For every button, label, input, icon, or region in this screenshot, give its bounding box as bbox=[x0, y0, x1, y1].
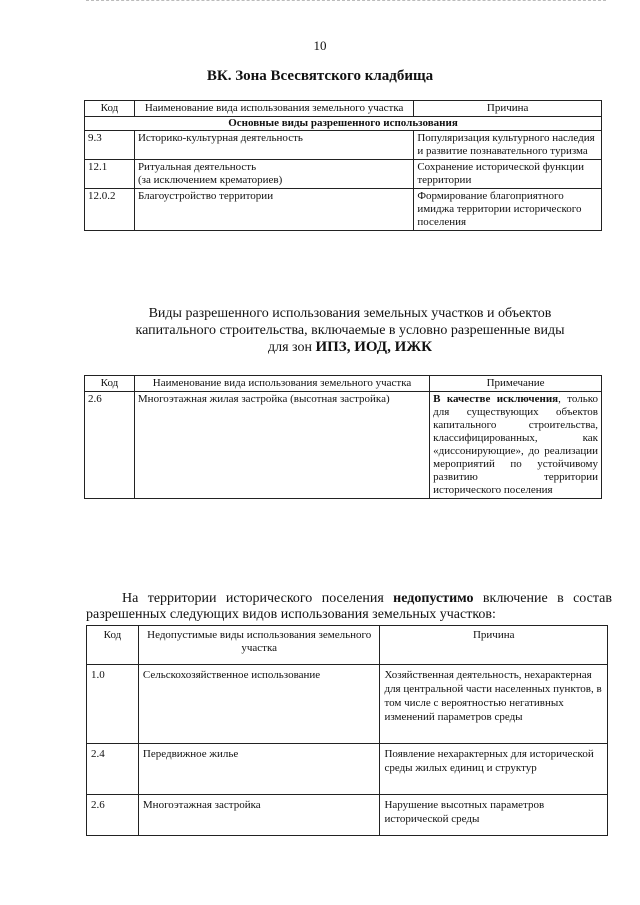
row-name: Передвижное жилье bbox=[138, 744, 380, 795]
row-code: 12.1 bbox=[85, 160, 135, 189]
row-reason: Формирование благоприятного имиджа территории исторического поселения bbox=[414, 189, 602, 231]
row-name-line2: (за исключением крематориев) bbox=[137, 174, 283, 186]
table-row bbox=[85, 160, 602, 189]
scan-top-edge bbox=[86, 0, 606, 3]
prohibited-uses-table bbox=[86, 625, 608, 836]
zones-list: ИПЗ, ИОД, ИЖК bbox=[315, 339, 433, 355]
paragraph-prefix: На территории исторического поселения bbox=[122, 591, 394, 606]
conditional-uses-table bbox=[84, 375, 602, 499]
paragraph-bold: недопустимо bbox=[393, 591, 474, 606]
row-reason: Популяризация культурного наследия и развитие познавательного туризма bbox=[414, 131, 602, 160]
row-code: 12.0.2 bbox=[85, 189, 135, 231]
row-code: 1.0 bbox=[87, 665, 139, 744]
row-name-line1: Ритуальная деятельность bbox=[137, 161, 257, 173]
note-text: , только для существующих объектов капитального строительства, классифицированных, как «диссонирующие», до реализации мероприятий по устойчивому развитию территории исторического поселения bbox=[433, 393, 598, 496]
header-name: Наименование вида использования земельного участка bbox=[134, 101, 413, 117]
page-number: 10 bbox=[313, 38, 327, 53]
row-reason: Появление нехарактерных для исторической среды жилых единиц и структур bbox=[380, 744, 608, 795]
header-code: Код bbox=[85, 376, 135, 392]
conditional-heading-line3 bbox=[100, 339, 600, 356]
table-row bbox=[87, 795, 608, 836]
table-header-row bbox=[87, 626, 608, 665]
row-reason: Хозяйственная деятельность, нехарактерная для центральной части населенных пунктов, в том числе с вероятностью негативных изменений параметров среды bbox=[380, 665, 608, 744]
row-name: Сельскохозяйственное использование bbox=[138, 665, 380, 744]
conditional-heading-prefix: для зон bbox=[267, 340, 316, 355]
table-row bbox=[85, 131, 602, 160]
zone-title: ВК. Зона Всесвятского кладбища bbox=[206, 68, 434, 84]
table-row bbox=[85, 189, 602, 231]
table-subheading-row bbox=[85, 117, 602, 131]
row-reason: Сохранение исторической функции территории bbox=[414, 160, 602, 189]
row-code: 9.3 bbox=[85, 131, 135, 160]
conditional-heading-line2: капитального строительства, включаемые в условно разрешенные виды bbox=[135, 323, 565, 338]
conditional-uses-heading bbox=[100, 305, 600, 356]
header-reason: Причина bbox=[414, 101, 602, 117]
row-code: 2.4 bbox=[87, 744, 139, 795]
header-note: Примечание bbox=[430, 376, 602, 392]
row-name: Благоустройство территории bbox=[134, 189, 413, 231]
header-name: Наименование вида использования земельного участка bbox=[134, 376, 429, 392]
note-exception: В качестве исключения bbox=[433, 393, 559, 405]
header-code: Код bbox=[87, 626, 139, 665]
header-reason: Причина bbox=[380, 626, 608, 665]
header-code: Код bbox=[85, 101, 135, 117]
subheading-main-uses: Основные виды разрешенного использования bbox=[85, 117, 602, 131]
row-reason: Нарушение высотных параметров исторической среды bbox=[380, 795, 608, 836]
paragraph-suffix: включение в состав разрешенных следующих видов использования земельных участков: bbox=[86, 591, 612, 622]
table-header-row bbox=[85, 101, 602, 117]
prohibited-intro-paragraph bbox=[86, 591, 612, 623]
table-row bbox=[87, 744, 608, 795]
table-header-row bbox=[85, 376, 602, 392]
row-name: Многоэтажная застройка bbox=[138, 795, 380, 836]
conditional-heading-line1: Виды разрешенного использования земельных участков и объектов bbox=[148, 306, 552, 321]
table-row bbox=[87, 665, 608, 744]
row-code: 2.6 bbox=[85, 392, 135, 499]
row-name: Историко-культурная деятельность bbox=[134, 131, 413, 160]
header-name: Недопустимые виды использования земельного участка bbox=[138, 626, 380, 665]
row-note bbox=[430, 392, 602, 499]
table-row bbox=[85, 392, 602, 499]
main-uses-table bbox=[84, 100, 602, 231]
row-code: 2.6 bbox=[87, 795, 139, 836]
row-name: Многоэтажная жилая застройка (высотная застройка) bbox=[134, 392, 429, 499]
row-name bbox=[134, 160, 413, 189]
